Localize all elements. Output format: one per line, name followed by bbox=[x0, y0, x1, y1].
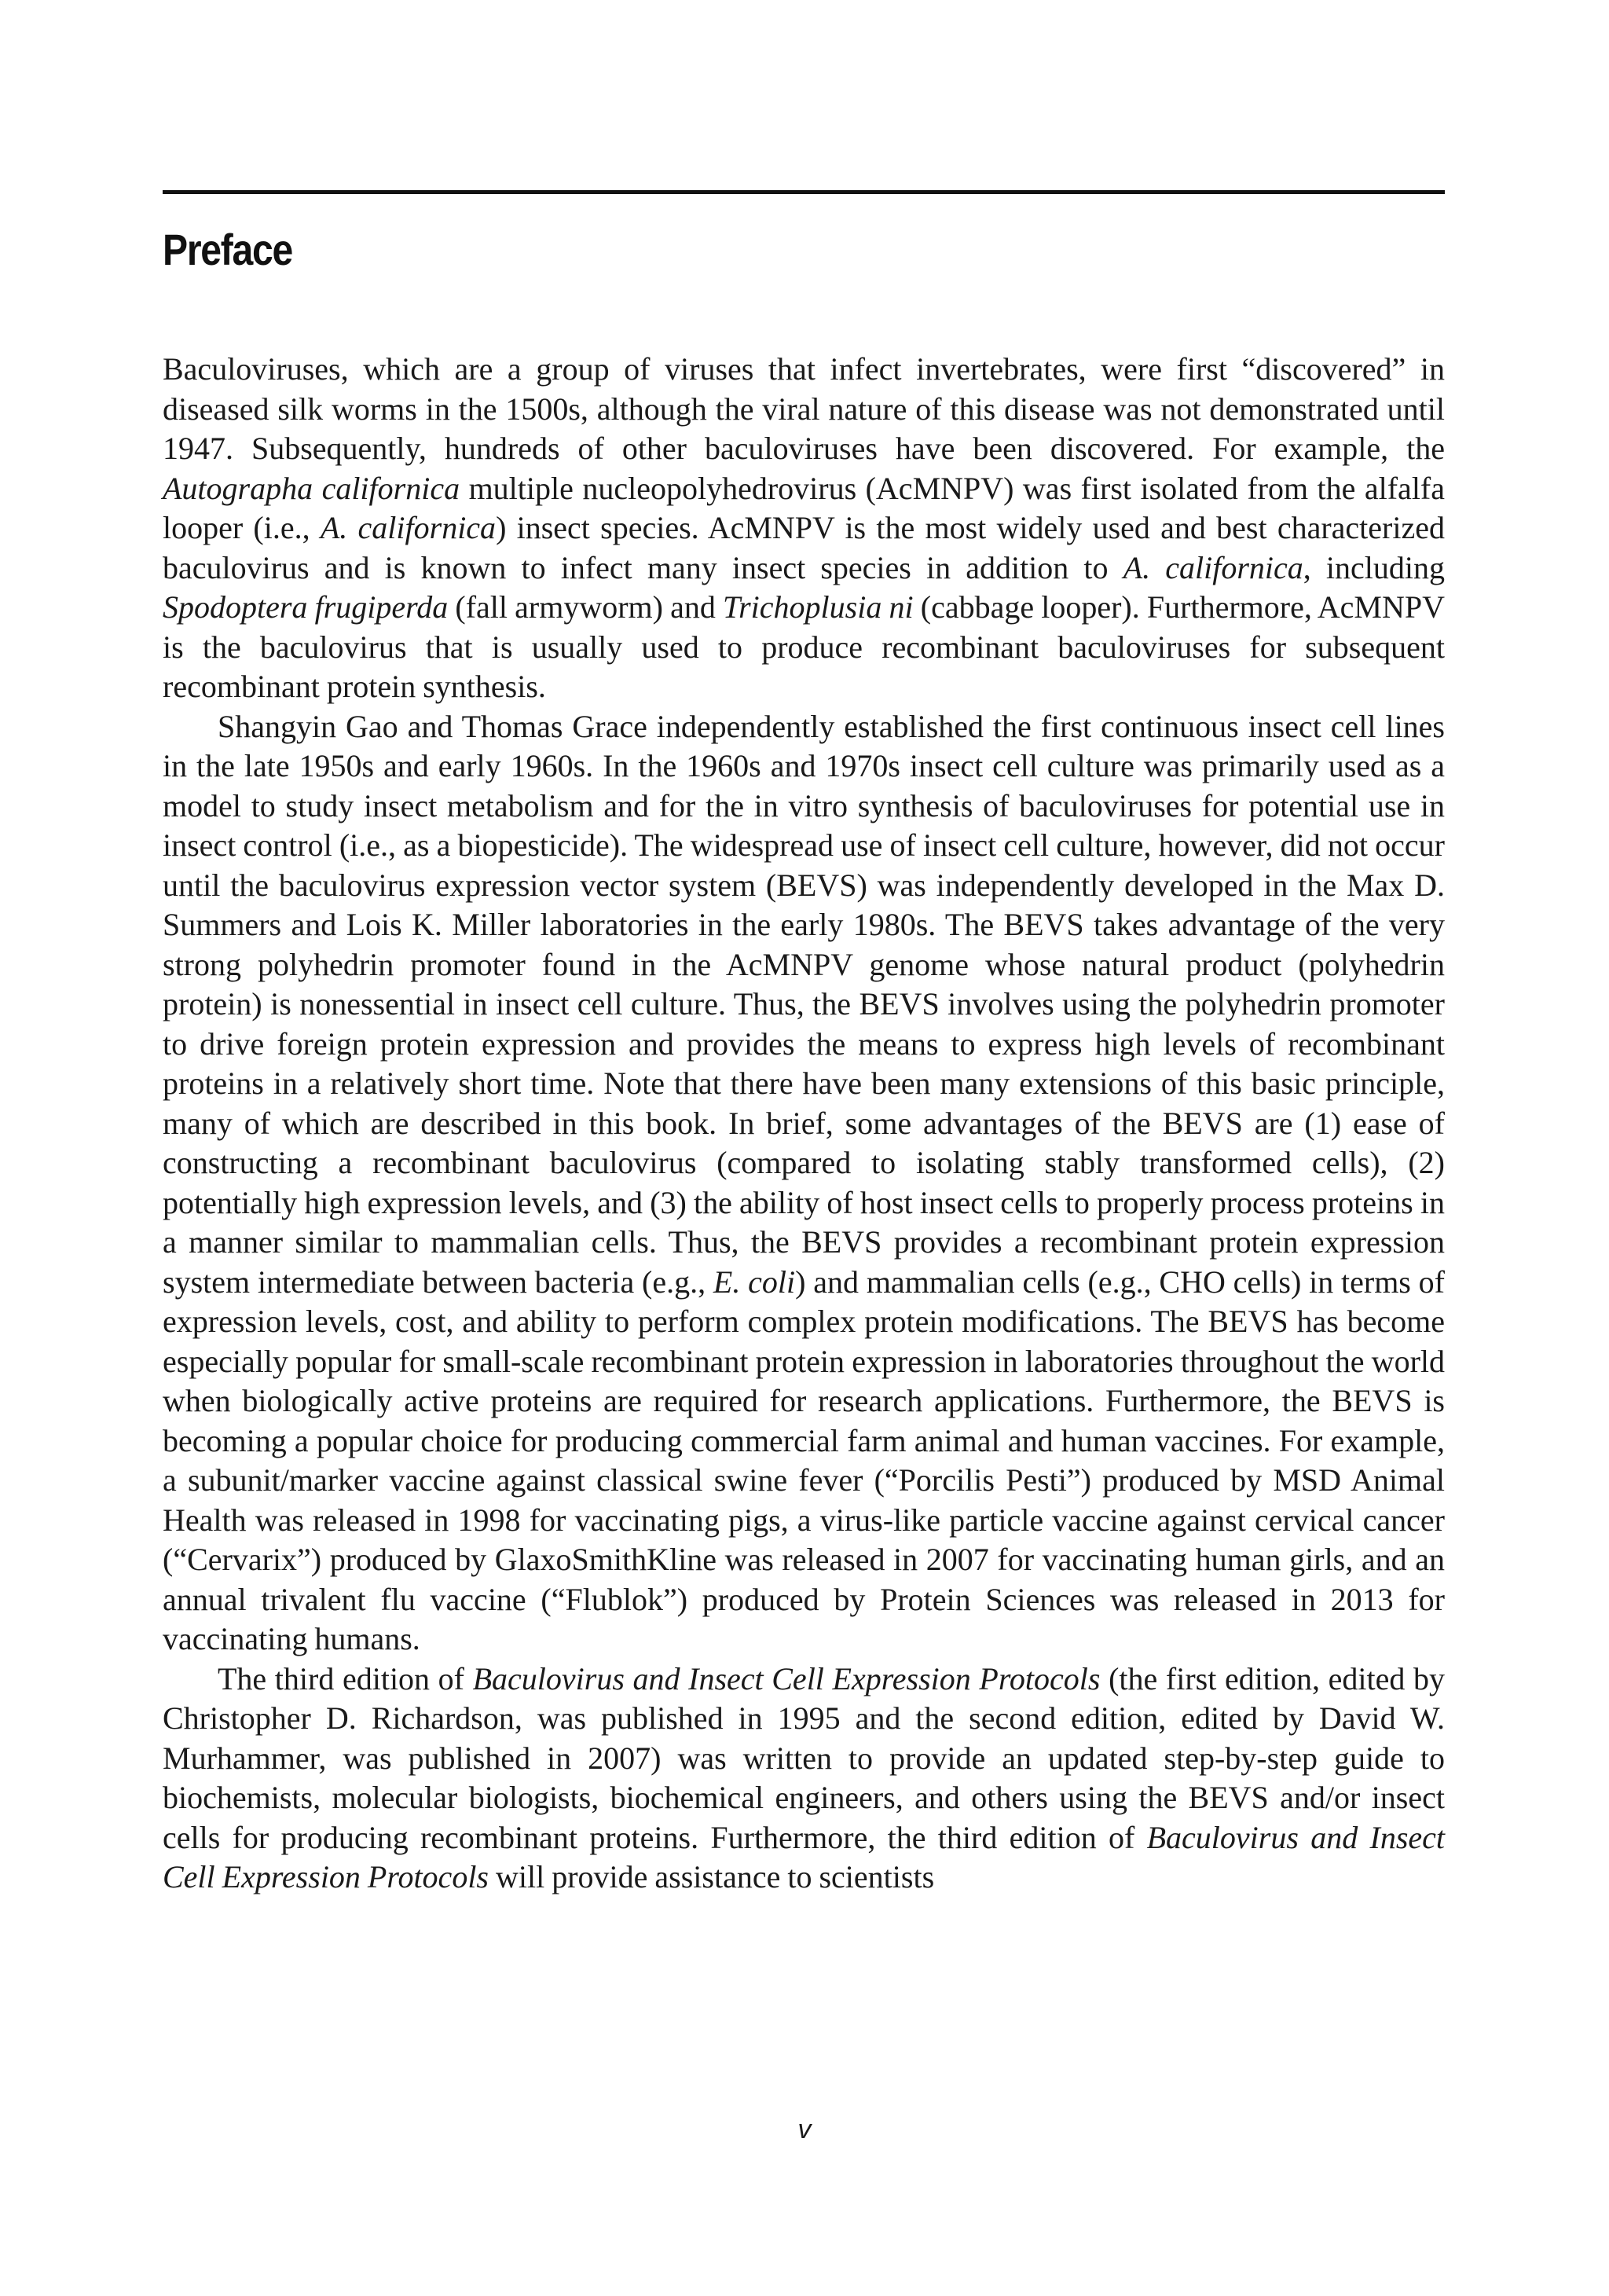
p1-species-a-californica-1: A. californica bbox=[320, 510, 497, 545]
p2-text-1: Shangyin Gao and Thomas Grace independently established the first continuous insect cell lines in the late 1950s and early 1960s. In the 1960s and 1970s insect cell culture was primarily used as a model to study insect metabolism and for the in vitro synthesis of baculoviruses for potential use in insect control (i.e., as a biopesticide). The widespread use of insect cell culture, however, did not occur until the baculovirus expression vector system (BEVS) was independently developed in the Max D. Summers and Lois K. Miller laboratories in the early 1980s. The BEVS takes advantage of the very strong polyhedrin promoter found in the AcMNPV genome whose natural product (polyhedrin protein) is nonessential in insect cell culture. Thus, the BEVS involves using the polyhedrin promoter to drive foreign protein expression and provides the means to express high levels of recombinant proteins in a relatively short time. Note that there have been many extensions of this basic principle, many of which are described in this book. In brief, some advantages of the BEVS are (1) ease of constructing a recombinant baculovirus (compared to isolating stably transformed cells), (2) potentially high expression levels, and (3) the ability of host insect cells to properly process proteins in a manner similar to mammalian cells. Thus, the BEVS provides a recombinant protein expression system intermediate between bacteria (e.g., bbox=[163, 708, 1445, 1300]
paragraph-2 bbox=[163, 707, 1445, 1660]
p3-book-title-1: Baculovirus and Insect Cell Expression Protocols bbox=[472, 1660, 1101, 1696]
p1-species-a-californica-2: A. californica bbox=[1123, 549, 1303, 585]
p3-text-3: will provide assistance to scientists bbox=[489, 1859, 935, 1894]
p3-book-title-2: Baculovirus and Insect Cell Expression Protocols bbox=[163, 1819, 1446, 1894]
p1-text-5: (fall armyworm) and bbox=[448, 589, 724, 625]
p1-text-6: (cabbage looper). Furthermore, AcMNPV is the baculovirus that is usually used to produce recombinant baculoviruses for subsequent recombinant protein synthesis. bbox=[163, 589, 1446, 704]
chapter-title: Preface bbox=[163, 225, 293, 274]
paragraph-1 bbox=[163, 350, 1445, 707]
paragraph-3 bbox=[163, 1660, 1445, 1898]
p1-text-1: Baculoviruses, which are a group of viruses that infect invertebrates, were first “discovered” in diseased silk worms in the 1500s, although the viral nature of this disease was not demonstrated until 1947. Subsequently, hundreds of other baculoviruses have been discovered. For example, the bbox=[163, 351, 1445, 466]
p2-text-2: ) and mammalian cells (e.g., CHO cells) in terms of expression levels, cost, and ability to perform complex protein modifications. The BEVS has become especially popular for small-scale recombinant protein expression in laboratories throughout the world when biologically active proteins are required for research applications. Furthermore, the BEVS is becoming a popular choice for producing commercial farm animal and human vaccines. For example, a subunit/marker vaccine against classical swine fever (“Porcilis Pesti”) produced by MSD Animal Health was released in 1998 for vaccinating pigs, a virus-like particle vaccine against cervical cancer (“Cervarix”) produced by GlaxoSmithKline was released in 2007 for vaccinating human girls, and an annual trivalent flu vaccine (“Flublok”) produced by Protein Sciences was released in 2013 for vaccinating humans. bbox=[163, 1264, 1445, 1656]
chapter-top-rule bbox=[163, 190, 1445, 194]
p1-text-2: multiple nucleopolyhedrovirus (AcMNPV) was first isolated from the alfalfa looper (i.e., bbox=[163, 470, 1446, 545]
p1-species-trichoplusia: Trichoplusia ni bbox=[723, 589, 914, 625]
p1-text-4: , including bbox=[1303, 549, 1446, 585]
p3-text-2: (the first edition, edited by Christopher D. Richardson, was published in 1995 and the second edition, edited by David W. Murhammer, was published in 2007) was written to provide an updated step-by-step guide to biochemists, molecular biologists, biochemical engineers, and others using the BEVS and/or insect cells for producing recombinant proteins. Furthermore, the third edition of bbox=[163, 1660, 1445, 1855]
p1-species-autographa: Autographa californica bbox=[163, 470, 460, 506]
p2-species-e-coli: E. coli bbox=[713, 1264, 796, 1300]
p3-text-1: The third edition of bbox=[218, 1660, 473, 1696]
p1-species-spodoptera: Spodoptera frugiperda bbox=[163, 589, 449, 625]
preface-body bbox=[163, 350, 1445, 1898]
page-number: v bbox=[797, 2114, 812, 2144]
p1-text-3: ) insect species. AcMNPV is the most widely used and best characterized baculovirus and is known to infect many insect species in addition to bbox=[163, 510, 1445, 585]
